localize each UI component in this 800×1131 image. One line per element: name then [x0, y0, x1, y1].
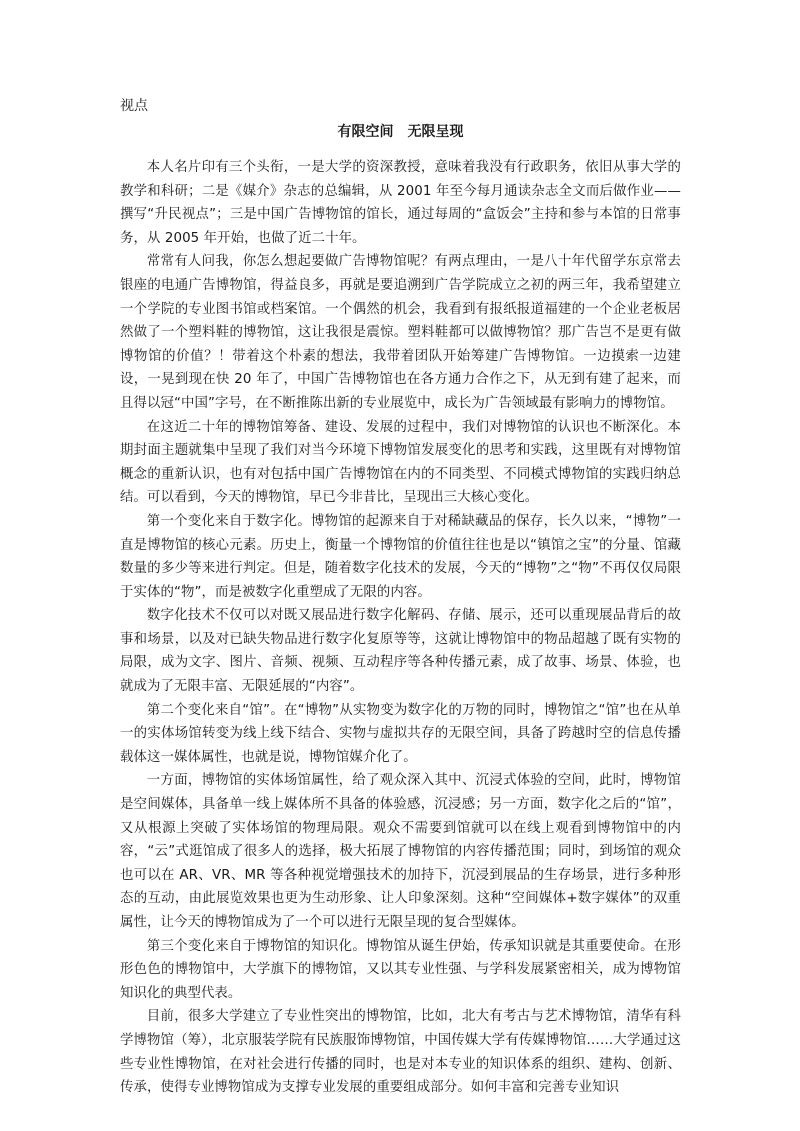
paragraph: 第三个变化来自于博物馆的知识化。博物馆从诞生伊始，传承知识就是其重要使命。在形形色色的博物馆中，大学旗下的博物馆，又以其专业性强、与学科发展紧密相关，成为博物馆知识化的典型代表。: [120, 938, 681, 1001]
paragraph: 常常有人问我，你怎么想起要做广告博物馆呢？有两点理由，一是八十年代留学东京常去银座的电通广告博物馆，得益良多，再就是要追溯到广告学院成立之初的两三年，我希望建立一个学院的专业图书馆或档案馆。一个偶然的机会，我看到有报纸报道福建的一个企业老板居然做了一个塑料鞋的博物馆，这让我很是震惊。塑料鞋都可以做博物馆？那广告岂不是更有做博物馆的价值？！带着这个朴素的想法，我带着团队开始筹建广告博物馆。一边摸索一边建设，一晃到现在快 20 年了，中国广告博物馆也在各方通力合作之下，从无到有建了起来，而且得以冠“中国”字号，在不断推陈出新的专业展览中，成长为广告领域最有影响力的博物馆。: [120, 254, 681, 411]
article-title: 有限空间 无限呈现: [337, 124, 464, 140]
paragraph: 目前，很多大学建立了专业性突出的博物馆，比如，北大有考古与艺术博物馆，清华有科学博物馆（筹），北京服装学院有民族服饰博物馆，中国传媒大学有传媒博物馆……大学通过这些专业性博物馆，在对社会进行传播的同时，也是对本专业的知识体系的组织、建构、创新、传承，使得专业博物馆成为支撑专业发展的重要组成部分。如何丰富和完善专业知识: [120, 1009, 681, 1096]
paragraph: 本人名片印有三个头衔，一是大学的资深教授，意味着我没有行政职务，依旧从事大学的教学和科研；二是《媒介》杂志的总编辑，从 2001 年至今每月通读杂志全文而后做作业——撰写“升民视点”；三是中国广告博物馆的馆长，通过每周的“盒饭会”主持和参与本馆的日常事务，从 2005 年开始，也做了近二十年。: [120, 160, 681, 246]
paragraph: 第一个变化来自于数字化。博物馆的起源来自于对稀缺藏品的保存，长久以来，“博物”一直是博物馆的核心元素。历史上，衡量一个博物馆的价值往往也是以“镇馆之宝”的分量、馆藏数量的多少等来进行判定。但是，随着数字化技术的发展，今天的“博物”之“物”不再仅仅局限于实体的“物”，而是被数字化重塑成了无限的内容。: [120, 513, 681, 600]
article-body: [120, 156, 681, 1100]
paragraph: 数字化技术不仅可以对既又展品进行数字化解码、存储、展示，还可以重现展品背后的故事和场景，以及对已缺失物品进行数字化复原等等，这就让博物馆中的物品超越了既有实物的局限，成为文字、图片、音频、视频、互动程序等各种传播元素，成了故事、场景、体验，也就成为了无限丰富、无限延展的“内容”。: [120, 608, 681, 695]
paragraph: 第二个变化来自“馆”。在“博物”从实物变为数字化的万物的同时，博物馆之“馆”也在从单一的实体场馆转变为线上线下结合、实物与虚拟共存的无限空间，具备了跨越时空的信息传播载体这一媒体属性，也就是说，博物馆媒介化了。: [120, 702, 681, 765]
article-page: [120, 96, 681, 1100]
paragraph: 一方面，博物馆的实体场馆属性，给了观众深入其中、沉浸式体验的空间，此时，博物馆是空间媒体，具备单一线上媒体所不具备的体验感，沉浸感；另一方面，数字化之后的“馆”，又从根源上突破了实体场馆的物理局限。观众不需要到馆就可以在线上观看到博物馆中的内容，“云”式逛馆成了很多人的选择，极大拓展了博物馆的内容传播范围；同时，到场馆的观众也可以在 AR、VR、MR 等各种视觉增强技术的加持下，沉浸到展品的生存场景，进行多种形态的互动，由此展览效果也更为生动形象、让人印象深刻。这种“空间媒体+数字媒体”的双重属性，让今天的博物馆成为了一个可以进行无限呈现的复合型媒体。: [120, 773, 681, 930]
paragraph: 在这近二十年的博物馆筹备、建设、发展的过程中，我们对博物馆的认识也不断深化。本期封面主题就集中呈现了我们对当今环境下博物馆发展变化的思考和实践，这里既有对博物馆概念的重新认识，也有对包括中国广告博物馆在内的不同类型、不同模式博物馆的实践归纳总结。可以看到，今天的博物馆，早已今非昔比，呈现出三大核心变化。: [120, 419, 681, 506]
section-label: 视点: [120, 98, 148, 114]
